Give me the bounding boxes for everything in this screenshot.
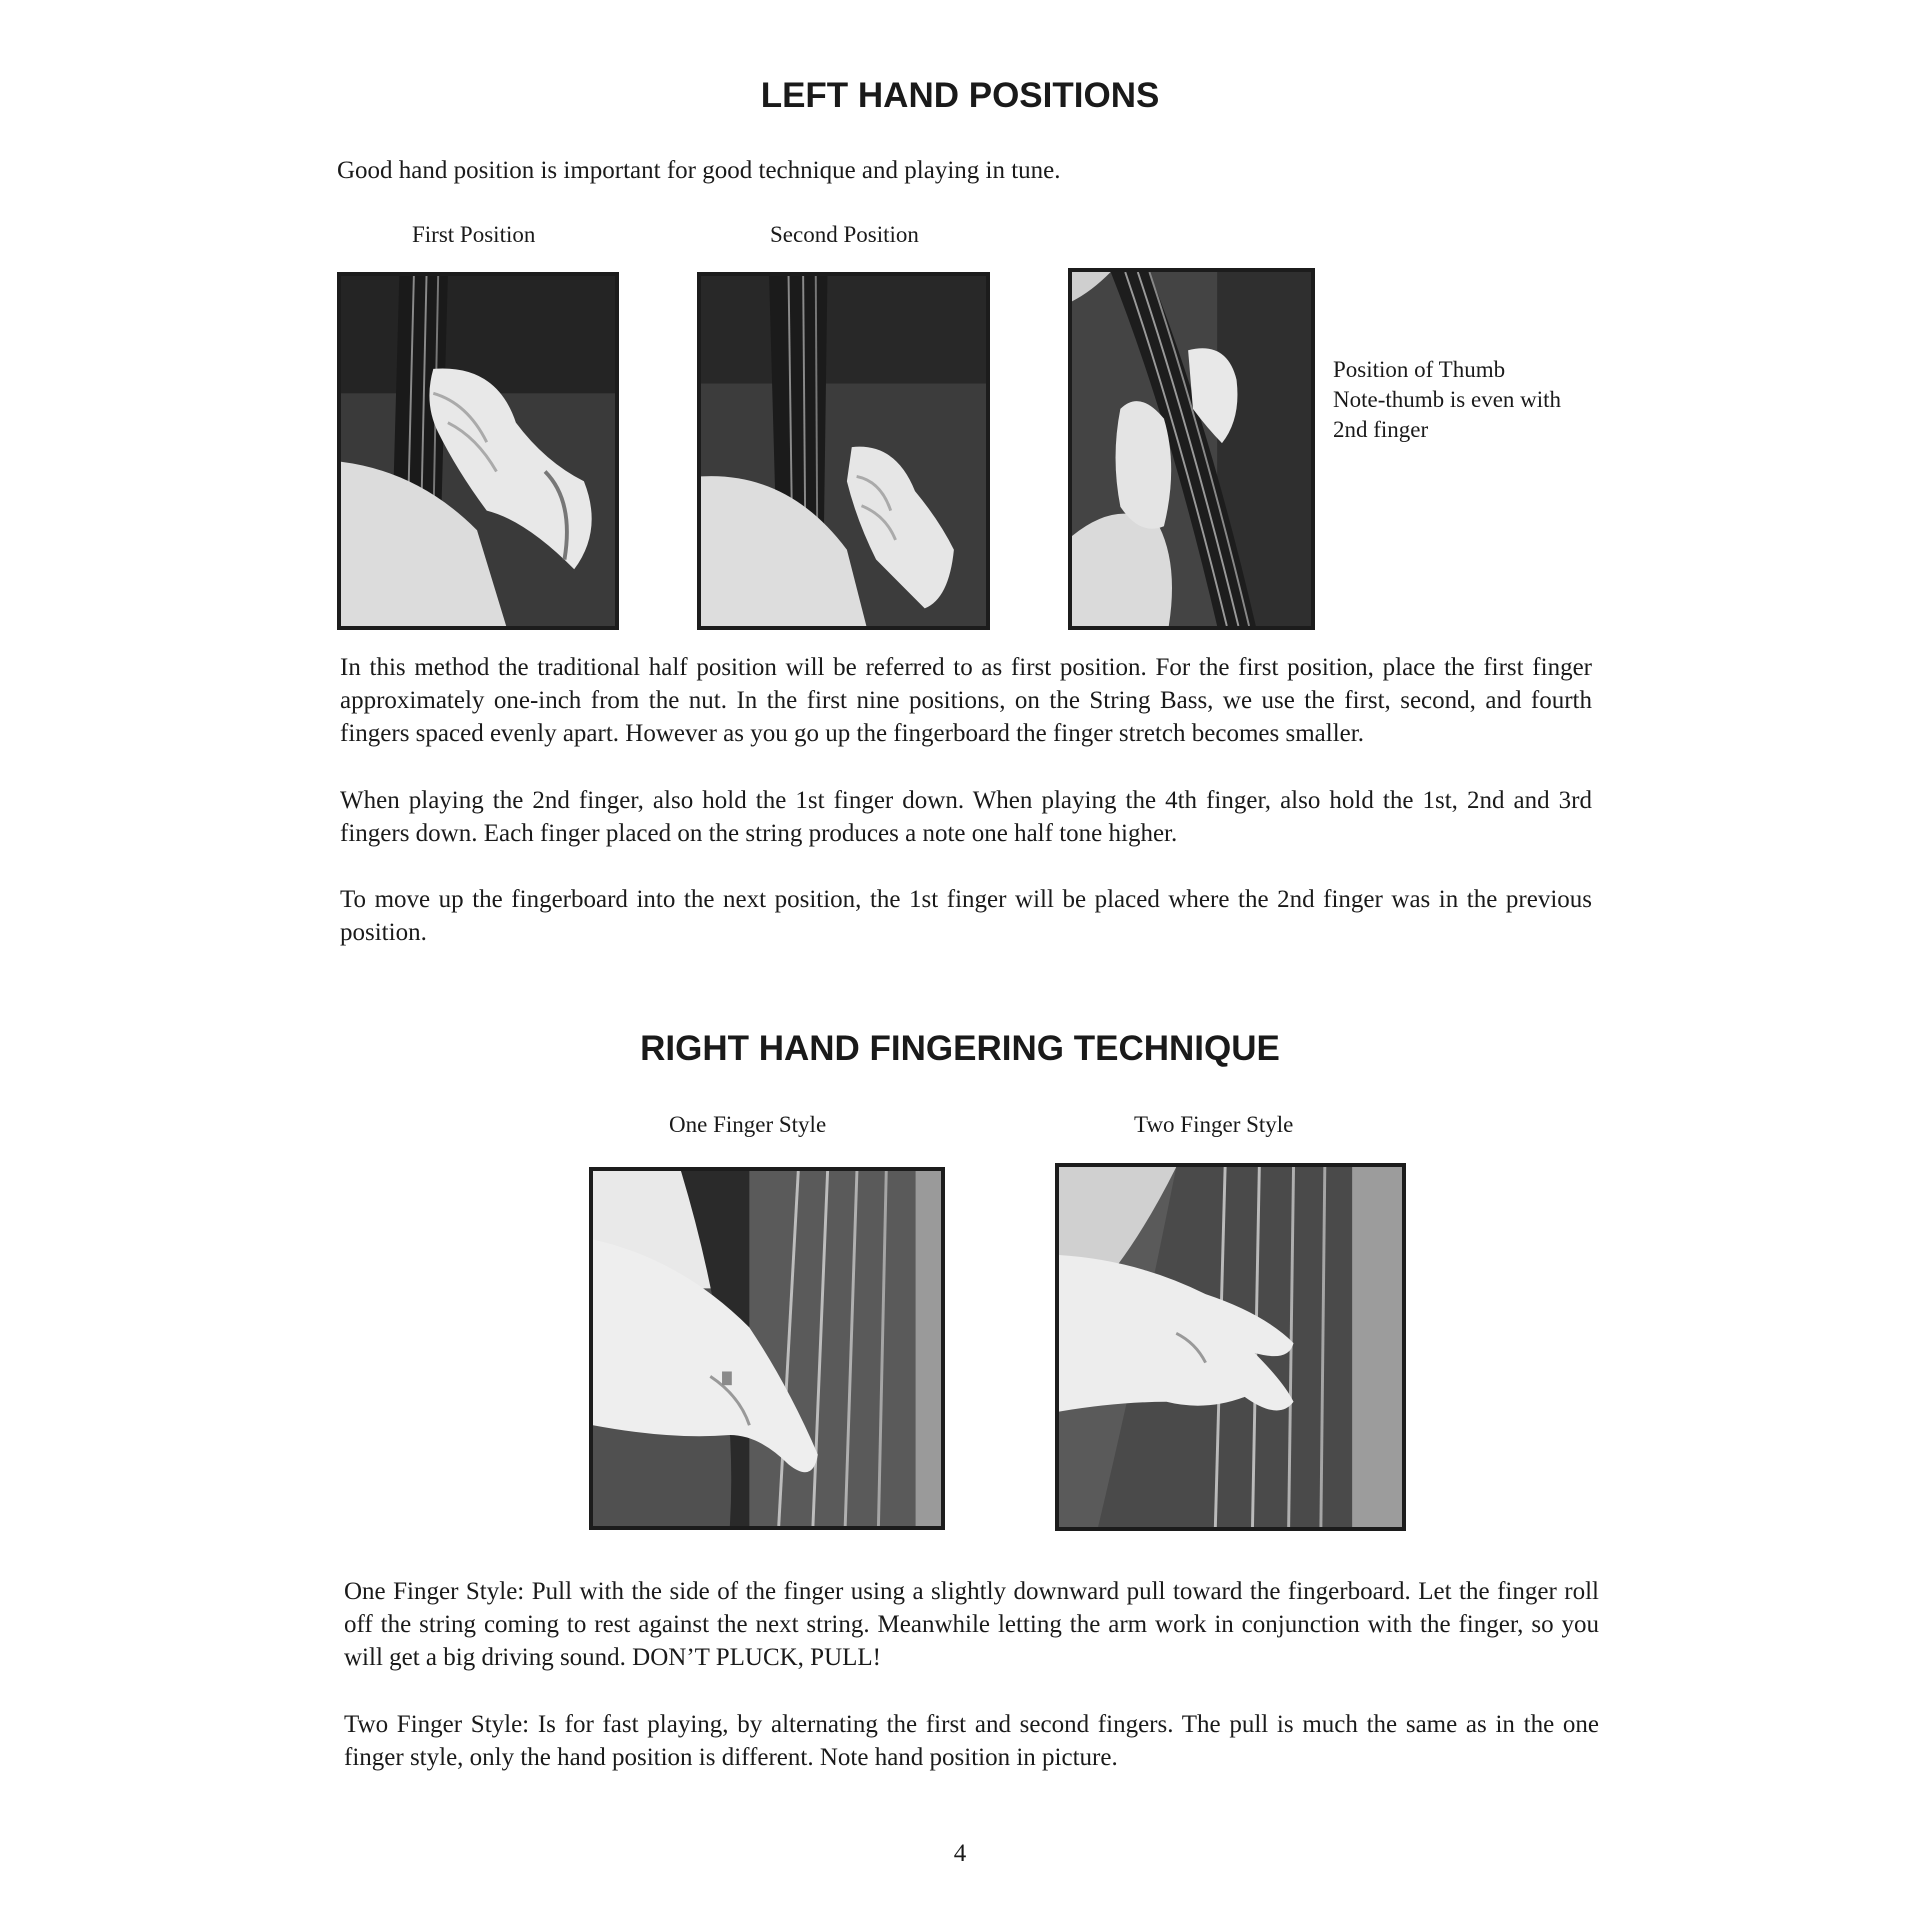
caption-first-position: First Position (412, 222, 536, 247)
right-hand-heading: RIGHT HAND FINGERING TECHNIQUE (640, 1029, 1280, 1068)
left-hand-paragraph-1: In this method the traditional half position will be referred to as first position. For the first position, place the first finger approximately one-inch from the nut. In the first nine positions, on the String Bass, we use the first, second, and fourth fingers spaced evenly apart. However as you go up the fingerboard the finger stretch becomes smaller. (340, 654, 1592, 747)
photo-thumb-position (1068, 268, 1315, 630)
caption-second-position: Second Position (770, 222, 919, 247)
photo-first-position (337, 272, 619, 630)
photo-second-position (697, 272, 990, 630)
left-hand-intro: Good hand position is important for good technique and playing in tune. (337, 157, 1061, 184)
caption-two-finger-style: Two Finger Style (1134, 1112, 1294, 1137)
left-hand-paragraph-2: When playing the 2nd finger, also hold the 1st finger down. When playing the 4th finger, also hold the 1st, 2nd and 3rd fingers down. Each finger placed on the string produces a note one half tone higher. (340, 787, 1592, 847)
thumb-note-line3: 2nd finger (1333, 417, 1429, 442)
page-number: 4 (953, 1840, 967, 1867)
right-hand-paragraph-2: Two Finger Style: Is for fast playing, by alternating the first and second fingers. The pull is much the same as in the one finger style, only the hand position is different. Note hand position in picture. (344, 1711, 1599, 1771)
thumb-note-line1: Position of Thumb (1333, 357, 1506, 382)
photo-one-finger-style (589, 1167, 945, 1530)
thumb-note-line2: Note-thumb is even with (1333, 387, 1562, 412)
left-hand-paragraph-3: To move up the fingerboard into the next position, the 1st finger will be placed where the 2nd finger was in the previous position. (340, 886, 1592, 946)
caption-one-finger-style: One Finger Style (669, 1112, 827, 1137)
left-hand-heading: LEFT HAND POSITIONS (760, 76, 1160, 115)
photo-two-finger-style (1055, 1163, 1406, 1531)
right-hand-paragraph-1: One Finger Style: Pull with the side of the finger using a slightly downward pull toward the fingerboard. Let the finger roll off the string coming to rest against the next string. Meanwhile letting the arm work in conjunction with the finger, so you will get a big driving sound. DON’T PLUCK, PULL! (344, 1578, 1599, 1671)
